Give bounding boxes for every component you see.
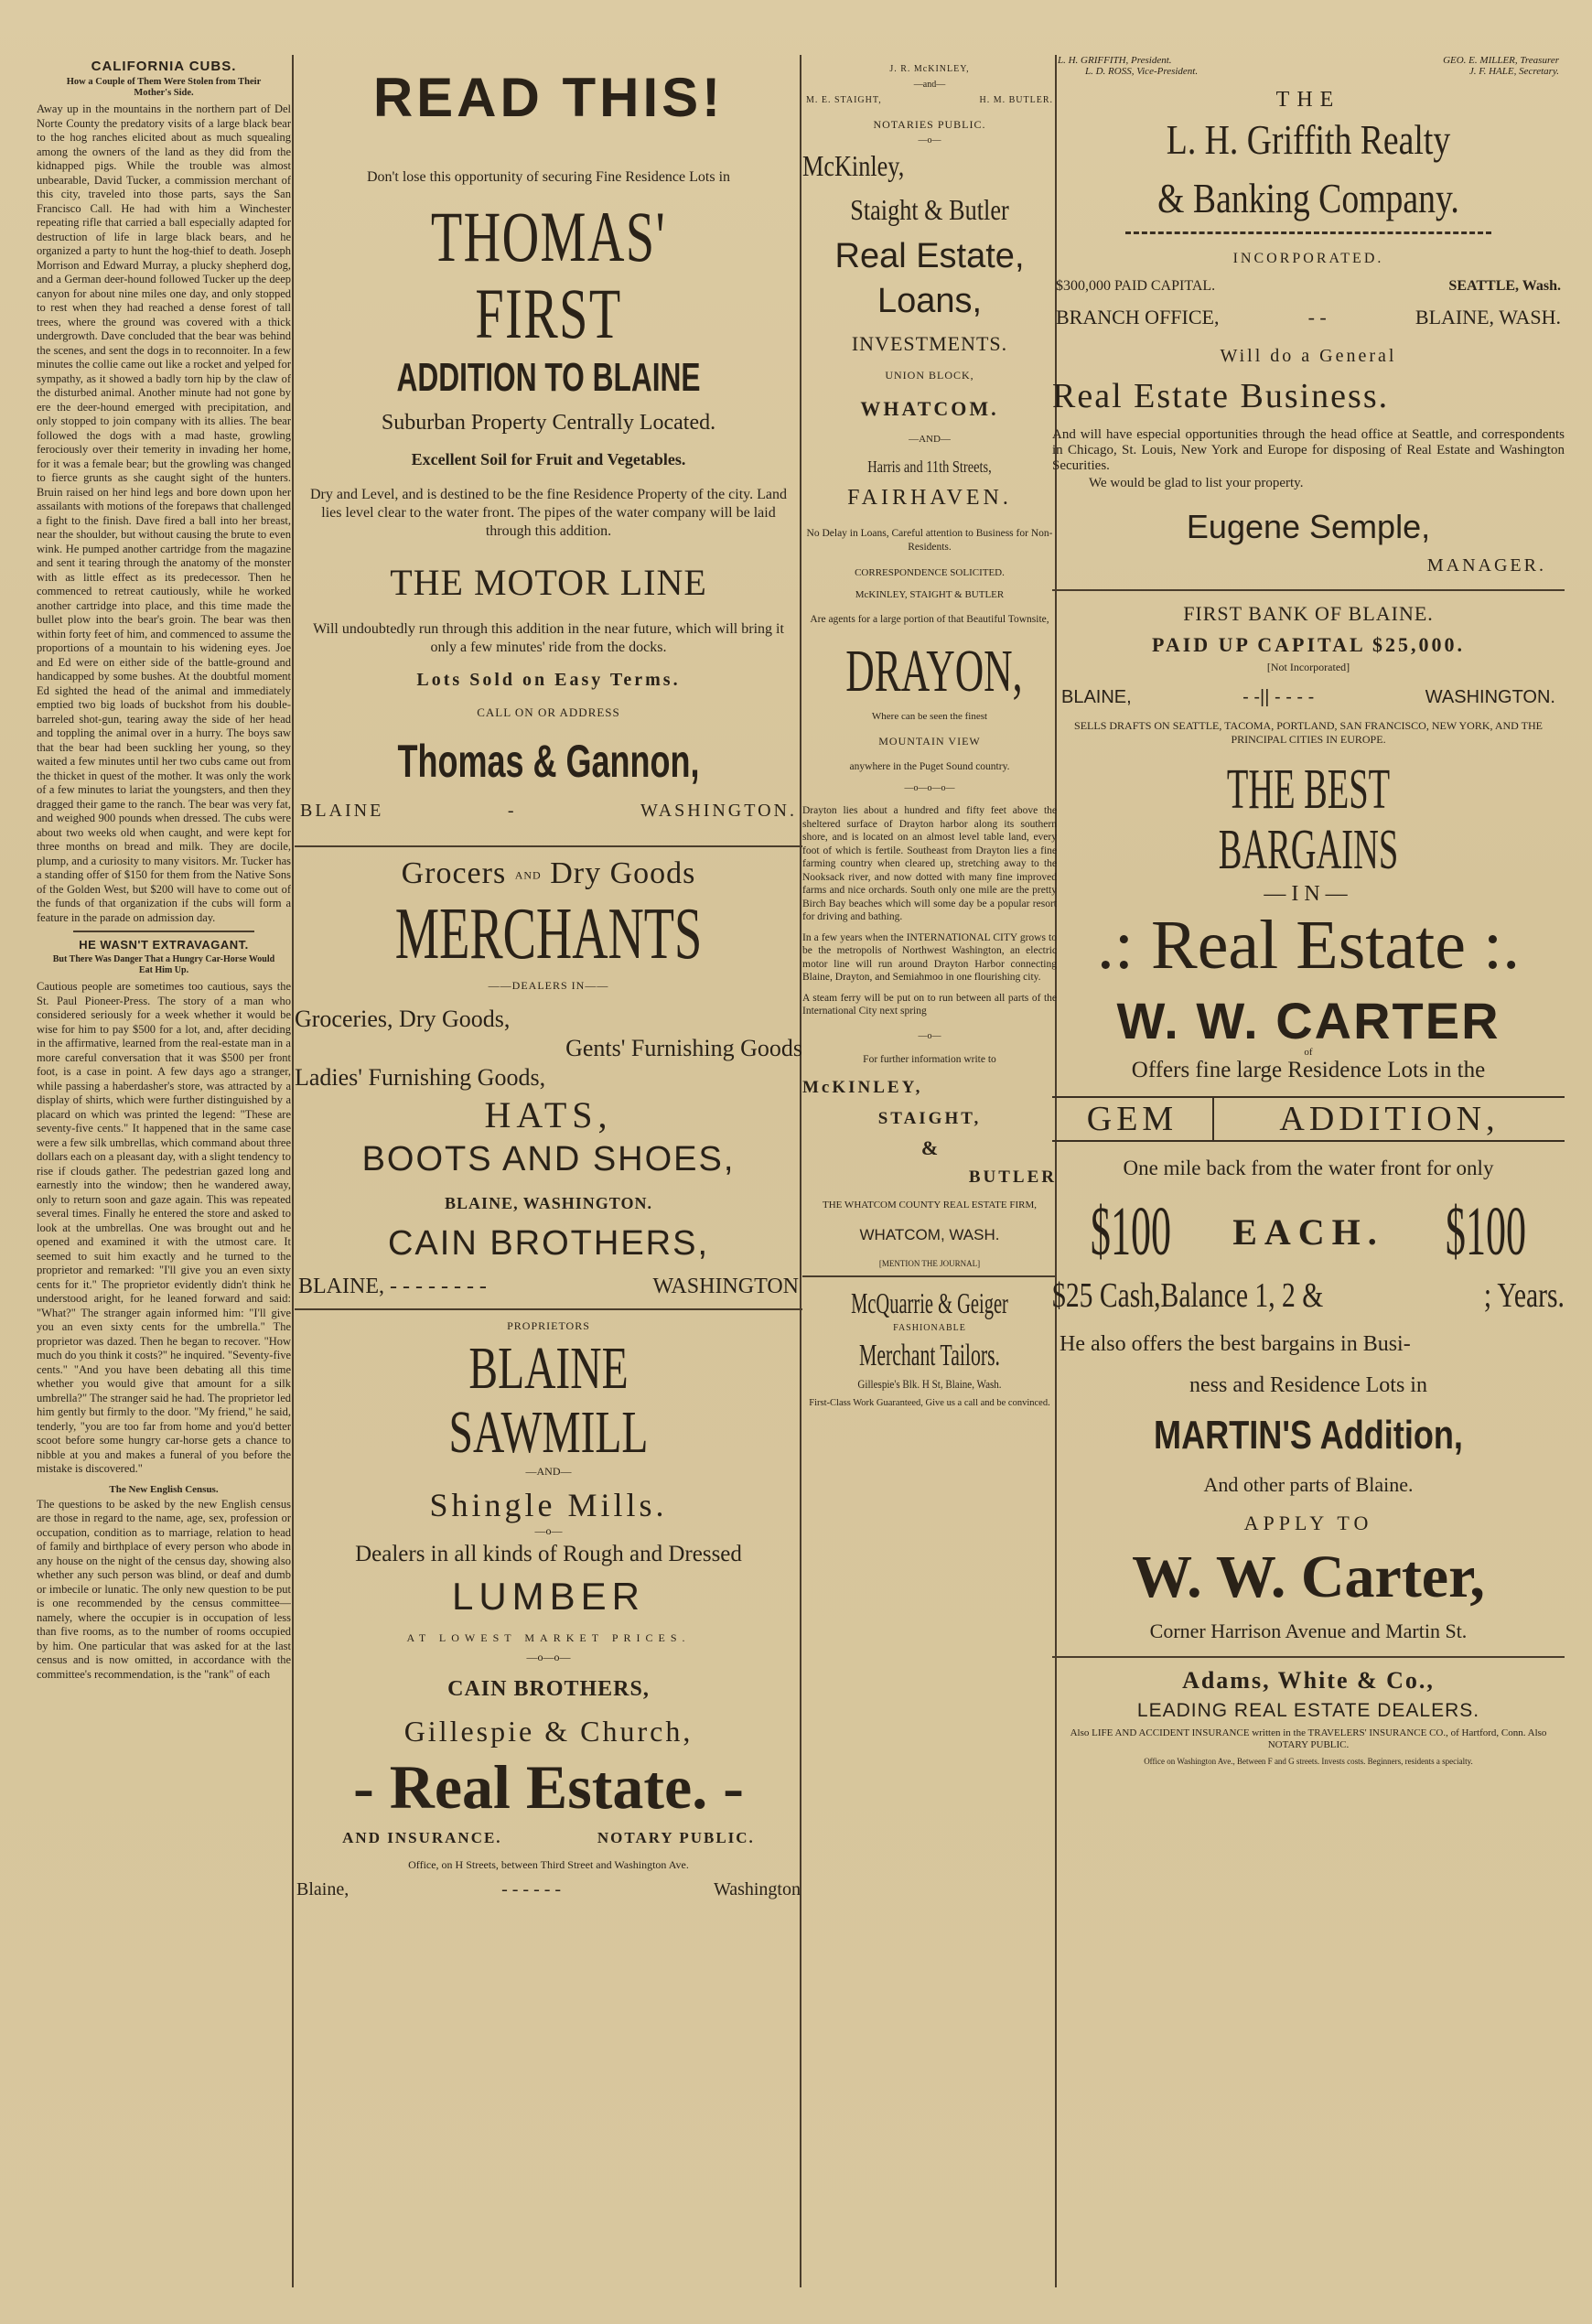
mile: One mile back from the water front for only — [1123, 1157, 1494, 1179]
ad-merchants: MERCHANTS — [394, 894, 703, 974]
ad-dealers: ——DEALERS IN—— — [488, 979, 609, 992]
ad-city: BLAINE, - - - - - - - - — [298, 1275, 487, 1298]
story-body: Away up in the mountains in the northern part of Del Norte County the predatory visits of a large black bear to the hog ranches elicited about as much squealing among the owners of the land as they did from the kidnapped pigs. While the trouble was almost unbearable, David Tucker, a commission merchant of this city, traveled into those parts, says the San Francisco Call. He had with him a Winchester repeating rifle that carried a ball especially adapted for destruction of life in large black bears, and he organized a party to hunt the hog-thief to death. Joseph Morrison and Edward Murray, a plucky shepherd dog, and a German deer-hound followed Tucker up the deep canyon for about nine miles one day, and only stopped to rest when they had reached a dense forest of tall trees, where the ground was covered with a thick undergrowth. Dave concluded that the bear was behind the scenes, and sent the dogs in to reconnoiter. In a few minutes the collie came out like a rocket and yelped for sympathy, as it showed a badly torn hip by the claw of the disturbed animal. Another minute had not gone by ere the deer-hound emerged with precipitation, and only stopped to join company with its allies. The bear followed the dogs with a mad haste, growling ferociously over their temerity in invading her home, for it was a female bear; but the growling was changed to fierce grunts as she caught sight of the hunters. Bruin raised on her hind legs and bore down upon her assailants with motions of the forepaws that challenged a fight to the finish. Dave fired a ball into her breast, near the shoulder, but without causing the brute to even wink. He pumped another cartridge from the magazine and sent it tearing through the anatomy of the monster with as little effect as its predecessor. Then he commenced to retreat cautiously, while he worked another cartridge into place, and this time made the bullet plow into the bear's groin. The bear was then within forty feet of him, and commenced to assume the proportions of a mountain to his widening eyes. Joe and Ed were on either side of the battle-ground and handicapped by some bushes. At the doubtful moment Ed sighted the head of the animal and immediately emptied two big loads of buckshot from his double-barreled shot-gun, tearing away the side of her head and toppling the animal over in a hurry. The boys saw that the bear had been suckling her young, so they waited a few minutes until her two cubs came out from the thicket in quest of the mother. It was only the work of a few minutes to lariat the youngsters, and then they dragged their game to the ranch. The bear was very fat, and weighed 900 pounds when dressed. The cubs were about two weeks old when caught, and were kept for three months on bread and milk. They are docile, plump, and a curiosity to many visitors. Mr. Tucker has a standing offer of $150 for them from the Native Sons of the Golden West, but $200 will have to come out of the funds of that organization if the cubs will form a feature in the parade on admission day. — [37, 102, 291, 924]
agents: Are agents for a large portion of that Beautiful Townsite, — [810, 614, 1049, 625]
bank-title: FIRST BANK OF BLAINE. — [1183, 602, 1434, 625]
years: ; Years. — [1483, 1276, 1565, 1315]
ad-item: Groceries, Dry Goods, — [295, 1006, 511, 1032]
further: For further information write to — [863, 1053, 996, 1065]
mountain: MOUNTAIN VIEW — [878, 735, 981, 748]
column-rule — [292, 55, 294, 2287]
drayon: DRAYON, — [845, 638, 1023, 705]
divider — [295, 1308, 802, 1310]
ad-item: Ladies' Furnishing Goods, — [295, 1064, 546, 1091]
ad-firm: CAIN BROTHERS, — [387, 1224, 710, 1263]
ad-name: THOMAS' FIRST — [430, 197, 667, 353]
ad-word: Dry Goods — [550, 856, 696, 890]
sawmill-ad — [295, 1319, 802, 1702]
ad-separator: —o—o— — [526, 1651, 571, 1663]
real-estate-business: Real Estate Business. — [1052, 377, 1390, 415]
ad-lumber: LUMBER — [451, 1575, 646, 1618]
and: —AND— — [909, 434, 951, 445]
fairhaven: FAIRHAVEN. — [847, 486, 1012, 510]
separator: —o—o—o— — [904, 783, 955, 793]
adams: Adams, White & Co., — [1182, 1667, 1435, 1694]
separator: —o— — [918, 135, 941, 145]
ad-real: - Real Estate. - — [353, 1752, 744, 1822]
story-body: The questions to be asked by the new English census are those in regard to the name, age, sex, profession or occupation, condition as to marriage, relation to head of family and birthplace of every person who abode in any house on the night of the census day, showing also whether any such person was blind, or deaf and dumb or imbecile or lunatic. The only new question to be put is one recommended by the census committee—namely, where the occupier is in occupation of less than five rooms, as to the number of rooms occupied by him. One particular that was asked for at the last census and is now omitted, in accordance with the committee's recommendation, is the "rank" of each — [37, 1497, 291, 1681]
union-block: UNION BLOCK, — [885, 369, 974, 382]
names-line — [806, 95, 1053, 105]
insurance: Also LIFE AND ACCIDENT INSURANCE written in the TRAVELERS' INSURANCE CO., of Hartford, Conn. Also NOTARY PUBLIC. — [1070, 1727, 1547, 1750]
ad-and: —AND— — [525, 1465, 572, 1478]
drayton-para: Drayton lies about a hundred and fifty feet above the sheltered surface of Drayton harbor along its southern shore, and is located on an almost level table land, every foot of which is fertile. Southeast from Drayton lies a fine farming country when cleared up, stretching away to the Nooksack river, and now dotted with many fine improved farms and nice orchards. South only one mile are the pretty Birch Bay beaches which will some day be a popular resort for driving and bathing. — [802, 805, 1057, 922]
story-subtitle: But There Was Danger That a Hungry Car-Horse Would Eat Him Up. — [52, 954, 275, 975]
offers: Offers fine large Residence Lots in the — [1131, 1058, 1486, 1082]
tailors: McQuarrie & Geiger — [851, 1286, 1008, 1319]
drafts: SELLS DRAFTS ON SEATTLE, TACOMA, PORTLAND, SAN FRANCISCO, NEW YORK, AND THE PRINCIPAL CITIES IN EUROPE. — [1074, 719, 1543, 746]
ad-line: Excellent Soil for Fruit and Vegetables. — [411, 450, 686, 468]
other: And other parts of Blaine. — [1203, 1473, 1414, 1496]
branch-city: BLAINE, WASH. — [1415, 306, 1561, 328]
corner: Corner Harrison Avenue and Martin St. — [1149, 1619, 1468, 1642]
carter2: W. W. Carter, — [1132, 1544, 1485, 1610]
harris: Harris and 11th Streets, — [867, 457, 992, 476]
officer: J. F. HALE, Secretary. — [1468, 66, 1559, 77]
gillespie-ad — [295, 1715, 802, 1900]
of: of — [1304, 1047, 1313, 1058]
griffith-column — [1052, 55, 1565, 2287]
officers — [1058, 55, 1559, 77]
name: H. M. BUTLER. — [979, 95, 1053, 105]
branch-line — [1056, 306, 1561, 329]
ad-ins: AND INSURANCE. — [342, 1829, 502, 1846]
cain-merchants-ad — [295, 856, 802, 1299]
news-column — [37, 55, 291, 2287]
ad-state: WASHINGTON. — [640, 801, 797, 821]
where: Where can be seen the finest — [871, 711, 988, 722]
ad-ins-line — [295, 1829, 802, 1847]
ad-headline: READ THIS! — [372, 67, 725, 128]
bank-dash: - -|| - - - - — [1242, 687, 1315, 707]
divider — [1125, 231, 1491, 234]
officer: GEO. E. MILLER, Treasurer — [1443, 55, 1559, 66]
story-body: Cautious people are sometimes too cautious, says the St. Paul Pioneer-Press. The story of a man who considered seriously for a week whether it would be wise for him to pay $500 for a lot, and, after deciding in the affirmative, learned from the real-estate man in a more careful conversation that it was $500 per front foot, is a case in point. A few days ago a stranger, while passing a haberdasher's store, was attracted by a display of shirts, which were further distinguished by a placard on which was printed the legend: "These are seventy-five cents." It happened that in the same case were a few silk umbrellas, which command about three dollars each on a pleasant day, with a slight tendency to rise if clouds gather. The pedestrian gazed long and earnestly into the window; then he wandered away, only to return soon and gaze again. This was repeated several times. Finally he entered the store and asked to look at the umbrellas. One was brought out and he opened and examined it with the utmost care. It seemed to suit him exactly and he turned to the proprietor and remarked: "I'll give you an even sixty cents for it." The proprietor evidently didn't think he understood aright, for he leaned forward and said: "What?" The stranger again informed him: "I'll give you an even sixty cents for the umbrella." The proprietor was dazed. Then he began to recover. "How much do you think it costs?" he inquired. "Seventy-five cents." "And you have been debating all this time whether you would give that amount for a silk umbrella?" The stranger said he had. The proprietor led him gently but firmly to the door. "My friend," he said, tenderly, "you are too far from home and you'd better scoot before some hungry car-horse gets a chance to nibble at you and makes a funeral of you before the mistake is discovered." — [37, 980, 291, 1475]
whatcom: WHATCOM. — [860, 397, 999, 420]
carter: W. W. CARTER — [1116, 992, 1501, 1049]
officer: L. D. ROSS, Vice-President. — [1085, 66, 1199, 77]
ad-state: Washington — [713, 1879, 801, 1899]
separator: —o— — [918, 1030, 941, 1041]
ad-item: Gents' Furnishing Goods — [565, 1035, 802, 1061]
real-estate: Real Estate, — [834, 237, 1025, 275]
tailors-address: Gillespie's Blk. H St, Blaine, Wash. — [857, 1376, 1002, 1391]
mention: [MENTION THE JOURNAL] — [878, 1258, 981, 1268]
ad-word: Grocers — [401, 856, 507, 890]
branch: BRANCH OFFICE, — [1056, 306, 1220, 328]
drayton-para: A steam ferry will be put on to run between all parts of the International City next spring — [802, 992, 1057, 1017]
anywhere: anywhere in the Puget Sound country. — [849, 761, 1010, 772]
capital: $300,000 PAID CAPITAL. — [1056, 278, 1216, 294]
ad-footer — [296, 1879, 801, 1900]
ad-shingle: Shingle Mills. — [429, 1487, 668, 1523]
ad-footer — [298, 1275, 799, 1299]
contact-name: McKINLEY, — [802, 1077, 923, 1097]
whatcom-wash: WHATCOM, WASH. — [859, 1225, 1000, 1243]
bank-state: WASHINGTON. — [1425, 687, 1555, 707]
office: Office on Washington Ave., Between F and G streets. Invests costs. Beginners, residents a specialty. — [1144, 1757, 1473, 1766]
divider — [295, 845, 802, 847]
apply: APPLY TO — [1243, 1512, 1373, 1534]
griffith-title: & Banking Company. — [1157, 175, 1459, 221]
ad-motor: THE MOTOR LINE — [390, 562, 707, 603]
ad-hats: HATS, — [484, 1094, 613, 1135]
ad-word: AND — [514, 868, 542, 882]
addition: ADDITION, — [1279, 1100, 1500, 1138]
ad-intro: Don't lose this opportunity of securing Fine Residence Lots in — [366, 169, 731, 185]
price-line — [1061, 1193, 1555, 1270]
divider — [73, 931, 254, 932]
bank-city: BLAINE, — [1061, 687, 1132, 707]
ad-addition: ADDITION TO BLAINE — [396, 355, 701, 400]
ad-dash: - — [507, 801, 517, 821]
special: And will have especial opportunities through the head office at Seattle, and correspondents in Chicago, St. Louis, New York and Europe for disposing of Real Estate and Washington Securities. — [1052, 427, 1565, 473]
ad-boots: BOOTS AND SHOES, — [361, 1140, 736, 1178]
ad-proprietors: PROPRIETORS — [507, 1319, 590, 1332]
incorporated: INCORPORATED. — [1232, 251, 1384, 266]
also: He also offers the best bargains in Busi- — [1060, 1332, 1411, 1356]
ad-office: Office, on H Streets, between Third Street and Washington Ave. — [408, 1858, 689, 1871]
ad-prices: AT LOWEST MARKET PRICES. — [406, 1631, 691, 1644]
contact-name: STAIGHT, — [877, 1108, 982, 1128]
firm-name: Staight & Butler — [850, 193, 1009, 226]
price: $100 — [1090, 1193, 1172, 1270]
griffith-title: L. H. Griffith Realty — [1166, 116, 1451, 163]
ads-column — [295, 55, 802, 2287]
story-title: CALIFORNIA CUBS. — [91, 59, 237, 74]
also: ness and Residence Lots in — [1189, 1373, 1427, 1397]
investments: INVESTMENTS. — [851, 332, 1008, 355]
officer: L. H. GRIFFITH, President. — [1058, 55, 1172, 66]
ad-dash: - - - - - - — [501, 1879, 562, 1899]
divider — [1052, 1656, 1565, 1658]
ad-sawmill: BLAINE SAWMILL — [448, 1335, 649, 1466]
delay: No Delay in Loans, Careful attention to Business for Non-Residents. — [806, 528, 1053, 553]
gem: GEM — [1052, 1098, 1214, 1140]
drayton-para: In a few years when the INTERNATIONAL CITY grows to be the metropolis of Northwest Washington, an electric motor line will run around Drayton Harbor connecting Blaine, Drayton, and Semiahmoo in one flourishing city. — [802, 931, 1057, 983]
contact-amp: & — [920, 1135, 939, 1159]
ad-firm: CAIN BROTHERS, — [447, 1677, 650, 1701]
divider — [802, 1275, 1057, 1277]
seattle: SEATTLE, Wash. — [1448, 278, 1561, 294]
ad-city: Blaine, — [296, 1879, 350, 1899]
officers-right — [1443, 55, 1559, 77]
bank-city-line — [1061, 687, 1555, 708]
will: Will do a General — [1220, 346, 1397, 366]
ad-city: BLAINE — [300, 801, 384, 821]
not-incorporated: [Not Incorporated] — [1266, 661, 1350, 673]
ad-separator: —o— — [534, 1524, 563, 1537]
fashionable: FASHIONABLE — [893, 1322, 966, 1333]
ad-footer — [300, 801, 797, 822]
divider — [1052, 589, 1565, 591]
ad-city: BLAINE, WASHINGTON. — [445, 1194, 652, 1212]
ad-firm: Gillespie & Church, — [403, 1715, 694, 1748]
semple: Eugene Semple, — [1186, 508, 1431, 545]
ad-terms: Lots Sold on Easy Terms. — [416, 670, 681, 690]
capital-line — [1056, 278, 1561, 295]
leading: LEADING REAL ESTATE DEALERS. — [1136, 1700, 1480, 1721]
list: We would be glad to list your property. — [1089, 476, 1304, 490]
firm-caps: McKINLEY, STAIGHT & BUTLER — [855, 589, 1005, 600]
thomas-ad — [295, 66, 802, 822]
price: $100 — [1445, 1193, 1527, 1270]
real-estate: .: Real Estate :. — [1096, 907, 1521, 984]
loans: Loans, — [877, 282, 983, 320]
names-line: J. R. McKINLEY, — [889, 64, 970, 74]
tailors-work: First-Class Work Guaranteed, Give us a call and be convinced. — [809, 1397, 1050, 1408]
ad-firm: Thomas & Gannon, — [397, 736, 700, 787]
ad-line: Suburban Property Centrally Located. — [381, 411, 716, 435]
names-and: —and— — [913, 80, 946, 90]
notaries: NOTARIES PUBLIC. — [873, 118, 986, 131]
ad-state: WASHINGTON — [652, 1275, 799, 1298]
cash-line — [1052, 1275, 1565, 1316]
martins: MARTIN'S Addition, — [1154, 1413, 1463, 1458]
in: —IN— — [1264, 882, 1353, 906]
gem-addition — [1052, 1096, 1565, 1142]
the: THE — [1275, 88, 1341, 112]
story-title: HE WASN'T EXTRAVAGANT. — [79, 938, 249, 952]
ad-notary: NOTARY PUBLIC. — [597, 1829, 755, 1846]
story-subtitle: How a Couple of Them Were Stolen from Their Mother's Side. — [66, 77, 262, 98]
best-bargains: THE BEST BARGAINS — [1218, 759, 1399, 881]
tailors: Merchant Tailors. — [859, 1338, 1000, 1372]
ad-line — [295, 856, 802, 891]
each: EACH. — [1232, 1210, 1384, 1253]
ad-call: CALL ON OR ADDRESS — [477, 705, 620, 719]
manager: MANAGER. — [1426, 555, 1546, 576]
mckinley-column — [802, 55, 1057, 2287]
name: M. E. STAIGHT, — [806, 95, 882, 105]
officers-left — [1058, 55, 1198, 77]
branch-dash: - - — [1307, 306, 1327, 328]
bank-capital: PAID UP CAPITAL $25,000. — [1152, 633, 1465, 656]
ad-line: Dry and Level, and is destined to be the fine Residence Property of the city. Land lies level clear to the water front. The pipes of the water company will be laid through this addition. — [309, 487, 788, 539]
firm-name: McKinley, — [802, 149, 905, 182]
story-title: The New English Census. — [109, 1483, 219, 1495]
correspondence: CORRESPONDENCE SOLICITED. — [855, 567, 1005, 578]
cash: $25 Cash,Balance 1, 2 & — [1052, 1276, 1324, 1315]
whatcom-firm: THE WHATCOM COUNTY REAL ESTATE FIRM, — [823, 1199, 1037, 1210]
ad-dealers: Dealers in all kinds of Rough and Dressed — [355, 1542, 742, 1566]
ad-line: Will undoubtedly run through this addition in the near future, which will bring it only a few minutes' ride from the docks. — [313, 621, 784, 655]
contact-name: BUTLER — [968, 1167, 1057, 1187]
